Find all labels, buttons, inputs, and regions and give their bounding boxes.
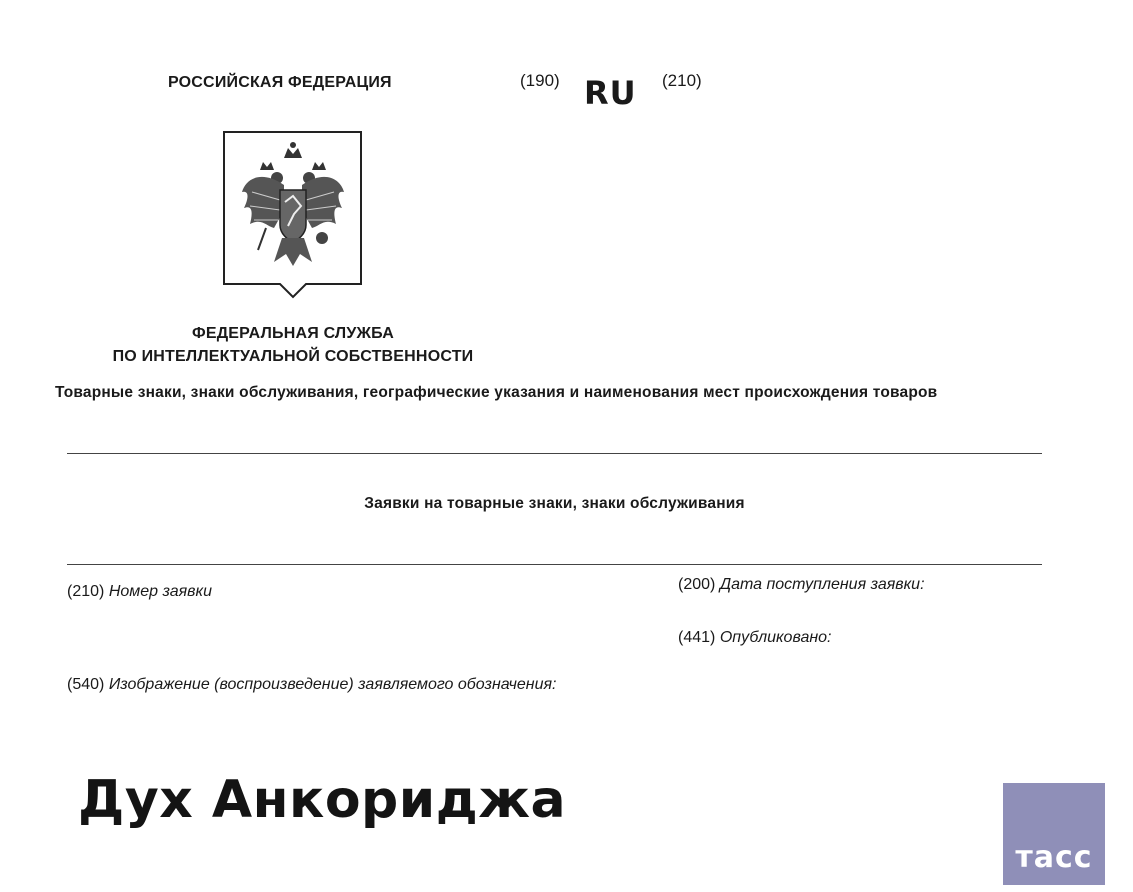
field-code: (441) [678,629,716,646]
field-code: (540) [67,676,105,693]
field-published [678,629,831,647]
top-divider [67,453,1042,454]
agency-line-1: ФЕДЕРАЛЬНАЯ СЛУЖБА [191,325,395,342]
code-190: (190) [520,71,560,90]
trademark-text: Дух Анкориджа [78,770,567,830]
field-label: Номер заявки [108,583,212,600]
field-label: Изображение (воспроизведение) заявляемого обозначения: [108,676,557,693]
country-title: РОССИЙСКАЯ ФЕДЕРАЦИЯ [168,74,392,91]
bottom-divider [67,564,1042,565]
agency-name [60,322,526,368]
agency-line-2: ПО ИНТЕЛЛЕКТУАЛЬНОЙ СОБСТВЕННОСТИ [112,348,474,365]
country-code: RU [584,74,637,112]
tass-logo-text: тасс [1015,840,1093,875]
code-210-header: (210) [662,71,702,90]
field-application-number [67,583,212,601]
field-label: Дата поступления заявки: [719,576,925,593]
section-title: Заявки на товарные знаки, знаки обслуживания [364,495,745,512]
field-mark-image [67,676,556,694]
field-filing-date [678,576,925,594]
document-subtitle: Товарные знаки, знаки обслуживания, географические указания и наименования мест происхождения товаров [55,384,938,401]
russian-coat-of-arms-icon [222,130,364,300]
field-code: (210) [67,583,105,600]
field-code: (200) [678,576,716,593]
tass-logo [1003,783,1105,885]
field-label: Опубликовано: [719,629,832,646]
